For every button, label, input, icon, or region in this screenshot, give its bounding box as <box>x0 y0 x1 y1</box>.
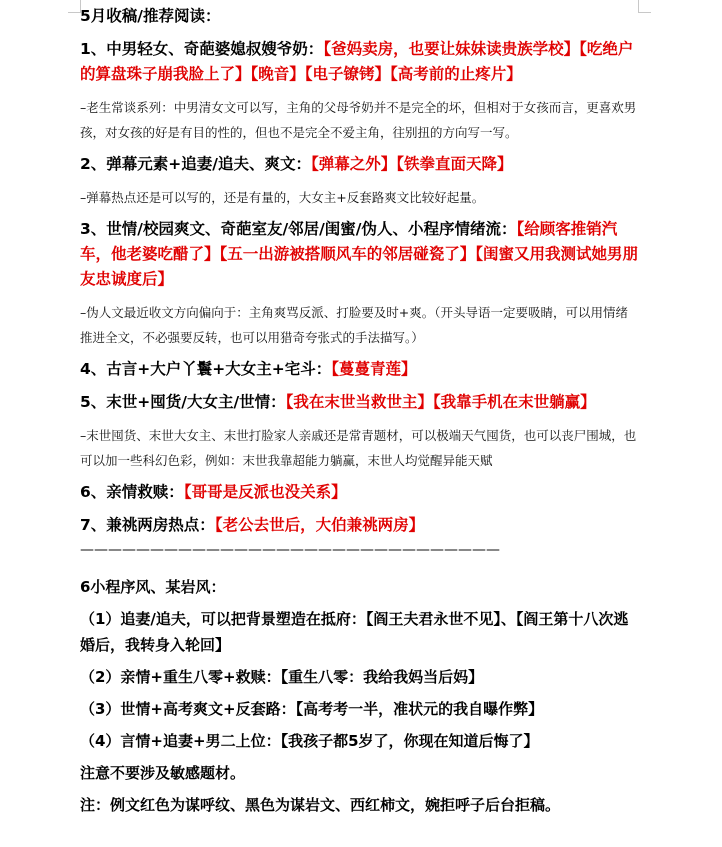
item-5-titles: 【我在末世当救世主】【我靠手机在末世躺赢】 <box>285 393 596 411</box>
divider-line: —————————————————————————————— <box>80 542 500 558</box>
section2-footnote: 注：例文红色为谋呼纹、黑色为谋岩文、西红柿文，婉拒呼子后台拒稿。 <box>80 796 561 814</box>
section2-item-2: （2）亲情+重生八零+救赎：【重生八零：我给我妈当后妈】 <box>80 668 484 686</box>
item-3 <box>80 217 640 292</box>
item-7-label: 兼祧两房热点： <box>106 516 215 534</box>
item-2-num: 2、 <box>80 155 107 173</box>
item-1-label: 中男轻女、奇葩婆媳叔嫂爷奶： <box>106 40 324 58</box>
section2-item-3: （3）世情+高考爽文+反套路：【高考考一半，准状元的我自曝作弊】 <box>80 700 544 718</box>
item-5-label: 末世+囤货/大女主/世情： <box>106 393 286 411</box>
document-page <box>80 4 640 824</box>
item-1-titles: 【爸妈卖房，也要让妹妹读贵族学校】【吃绝户的算盘珠子崩我脸上了】【晚音】【电子镣铐】【高考前的止疼片】 <box>80 40 634 83</box>
note-5: –末世囤货、末世大女主、末世打脸家人亲戚还是常青题材，可以极端天气囤货，也可以丧尸围城，也可以加一些科幻色彩，例如：末世我靠超能力躺赢，末世人均觉醒异能天赋 <box>80 428 637 468</box>
item-1 <box>80 37 640 87</box>
item-4-num: 4、 <box>80 360 107 378</box>
item-6-label: 亲情救赎： <box>106 483 184 501</box>
item-7 <box>80 513 640 538</box>
item-6-num: 6、 <box>80 483 107 501</box>
item-3-label: 世情/校园爽文、奇葩室友/邻居/闺蜜/伪人、小程序情绪流： <box>106 220 517 238</box>
note-2: –弹幕热点还是可以写的，还是有量的，大女主+反套路爽文比较好起量。 <box>80 190 485 205</box>
item-3-titles: 【给顾客推销汽车，他老婆吃醋了】【五一出游被搭顺风车的邻居碰瓷了】【闺蜜又用我测试她男朋友忠诚度后】 <box>80 220 639 288</box>
item-2-label: 弹幕元素+追妻/追夫、爽文： <box>106 155 311 173</box>
item-3-num: 3、 <box>80 220 107 238</box>
section2-item-1: （1）追妻/追夫，可以把背景塑造在抵府：【阎王夫君永世不见】、【阎王第十八次逃婚后，我转身入轮回】 <box>80 610 629 654</box>
note-1: –老生常谈系列：中男清女文可以写，主角的父母爷奶并不是完全的坏，但相对于女孩而言，更喜欢男孩，对女孩的好是有目的性的，但也不是完全不爱主角，往别扭的方向写一写。 <box>80 100 637 140</box>
item-4-titles: 【蔓蔓青莲】 <box>331 360 417 378</box>
item-2 <box>80 152 640 177</box>
section2-title: 6小程序风、某岩风： <box>80 578 226 596</box>
item-6 <box>80 480 640 505</box>
section2-item-4: （4）言情+追妻+男二上位：【我孩子都5岁了，你现在知道后悔了】 <box>80 732 539 750</box>
item-6-titles: 【哥哥是反派也没关系】 <box>183 483 347 501</box>
item-2-titles: 【弹幕之外】【铁拳直面天降】 <box>310 155 513 173</box>
item-7-titles: 【老公去世后，大伯兼祧两房】 <box>214 516 425 534</box>
section2-warning: 注意不要涉及敏感题材。 <box>80 764 246 782</box>
item-4-label: 古言+大户丫鬟+大女主+宅斗： <box>106 360 332 378</box>
item-1-num: 1、 <box>80 40 107 58</box>
item-4 <box>80 357 640 382</box>
item-5-num: 5、 <box>80 393 107 411</box>
item-7-num: 7、 <box>80 516 107 534</box>
section-header: 5月收稿/推荐阅读： <box>80 7 221 25</box>
note-3: –伪人文最近收文方向偏向于：主角爽骂反派、打脸要及时+爽。（开头导语一定要吸睛，可以用情绪推进全文，不必强要反转，也可以用猎奇夸张式的手法描写。） <box>80 305 628 345</box>
item-5 <box>80 390 640 415</box>
